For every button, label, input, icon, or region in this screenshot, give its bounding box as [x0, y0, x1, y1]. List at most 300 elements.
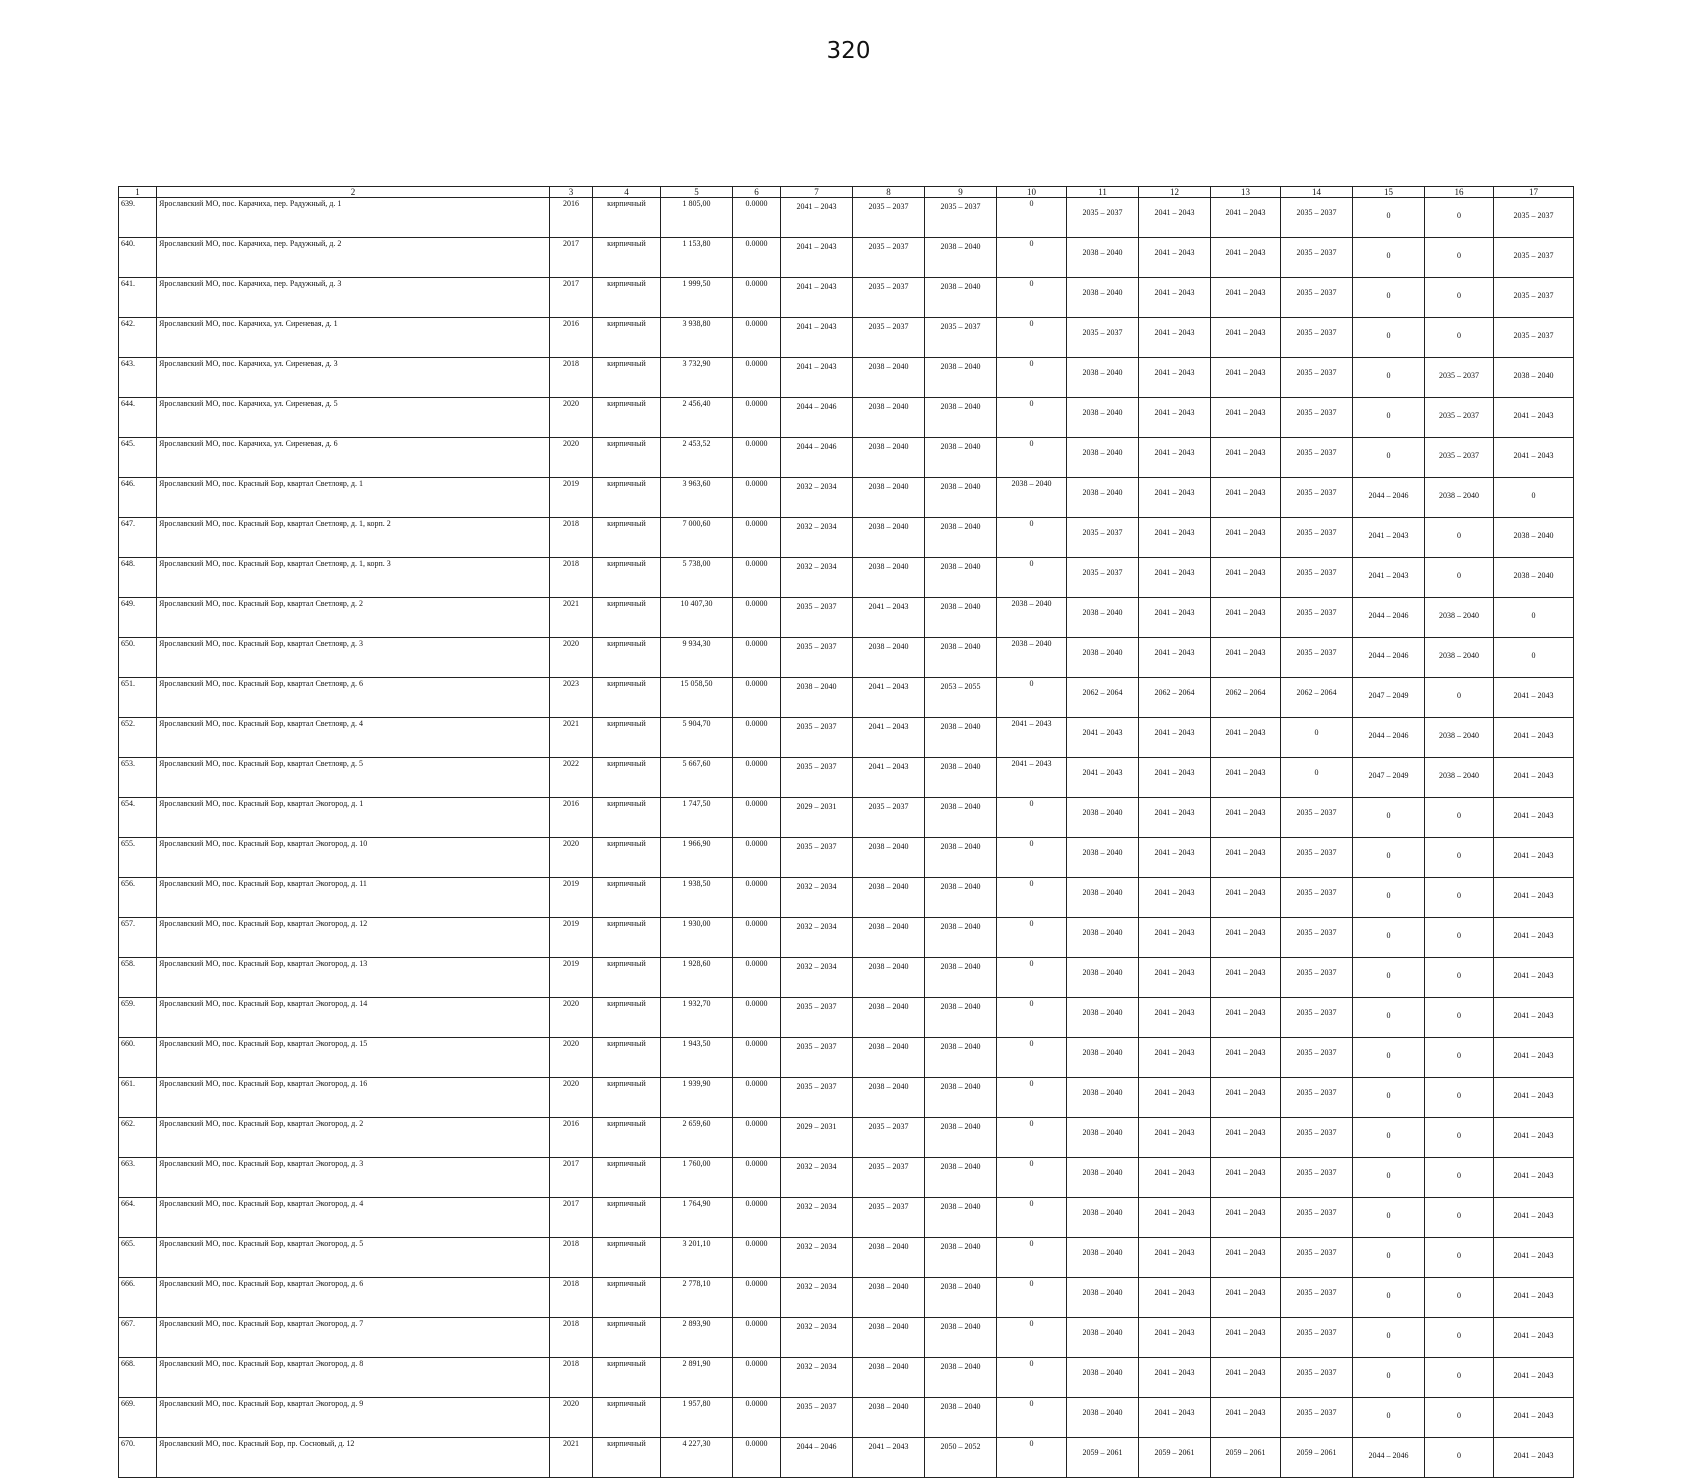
table-cell: 2038 – 2040 — [925, 718, 997, 758]
table-cell: 0 — [1281, 758, 1353, 798]
table-cell: 7 000,60 — [661, 518, 733, 558]
table-cell: 2038 – 2040 — [853, 478, 925, 518]
table-cell: 660. — [119, 1038, 157, 1078]
table-cell: Ярославский МО, пос. Карачиха, ул. Сиреневая, д. 1 — [157, 318, 550, 358]
table-cell: 0 — [997, 678, 1067, 718]
table-cell: Ярославский МО, пос. Карачиха, ул. Сиреневая, д. 5 — [157, 398, 550, 438]
table-cell: 0 — [1425, 518, 1494, 558]
table-cell: 0.0000 — [733, 398, 781, 438]
table-cell: кирпичный — [593, 1078, 661, 1118]
table-cell: Ярославский МО, пос. Красный Бор, квартал Экогород, д. 1 — [157, 798, 550, 838]
table-cell: 2038 – 2040 — [925, 758, 997, 798]
table-cell: 2017 — [550, 1198, 593, 1238]
table-cell: 2032 – 2034 — [781, 878, 853, 918]
table-cell: 0 — [997, 958, 1067, 998]
table-cell: 1 938,50 — [661, 878, 733, 918]
table-cell: 2041 – 2043 — [1139, 1358, 1211, 1398]
table-cell: 0.0000 — [733, 798, 781, 838]
table-cell: 2041 – 2043 — [1494, 1198, 1574, 1238]
table-cell: 2038 – 2040 — [1425, 638, 1494, 678]
table-cell: 1 957,80 — [661, 1398, 733, 1438]
table-cell: 2035 – 2037 — [1281, 558, 1353, 598]
table-cell: 0.0000 — [733, 758, 781, 798]
table-cell: 2035 – 2037 — [1067, 198, 1139, 238]
table-cell: Ярославский МО, пос. Красный Бор, квартал Светлояр, д. 4 — [157, 718, 550, 758]
table-cell: 2044 – 2046 — [781, 398, 853, 438]
table-cell: 2038 – 2040 — [1067, 1078, 1139, 1118]
table-cell: кирпичный — [593, 478, 661, 518]
table-cell: 2047 – 2049 — [1353, 678, 1425, 718]
table-cell: 2038 – 2040 — [925, 638, 997, 678]
table-cell: 2044 – 2046 — [781, 438, 853, 478]
table-cell: 0 — [1425, 1358, 1494, 1398]
table-cell: 0.0000 — [733, 638, 781, 678]
table-cell: 2038 – 2040 — [925, 998, 997, 1038]
table-cell: кирпичный — [593, 838, 661, 878]
table-cell: 2041 – 2043 — [853, 1438, 925, 1478]
table-cell: 2035 – 2037 — [1281, 238, 1353, 278]
table-cell: 2035 – 2037 — [1425, 438, 1494, 478]
table-cell: 2059 – 2061 — [1067, 1438, 1139, 1478]
table-cell: 0 — [1353, 878, 1425, 918]
table-cell: 2035 – 2037 — [781, 638, 853, 678]
table-cell: 0 — [997, 1078, 1067, 1118]
table-cell: 0 — [997, 878, 1067, 918]
table-cell: 2038 – 2040 — [925, 1278, 997, 1318]
table-row — [119, 1198, 1574, 1238]
table-cell: 2018 — [550, 358, 593, 398]
table-cell: 653. — [119, 758, 157, 798]
table-cell: 2038 – 2040 — [1067, 1038, 1139, 1078]
table-cell: 2017 — [550, 278, 593, 318]
table-cell: 2044 – 2046 — [781, 1438, 853, 1478]
table-cell: 2041 – 2043 — [997, 758, 1067, 798]
table-cell: 652. — [119, 718, 157, 758]
table-cell: 0 — [1494, 598, 1574, 638]
table-cell: 2038 – 2040 — [1067, 278, 1139, 318]
table-cell: 2038 – 2040 — [853, 878, 925, 918]
table-cell: 2035 – 2037 — [1494, 198, 1574, 238]
table-cell: кирпичный — [593, 1278, 661, 1318]
table-cell: 0 — [1425, 1278, 1494, 1318]
table-cell: 2035 – 2037 — [781, 758, 853, 798]
table-cell: 2038 – 2040 — [1067, 1198, 1139, 1238]
table-cell: 0 — [1353, 198, 1425, 238]
table-cell: 2021 — [550, 718, 593, 758]
table-cell: 2035 – 2037 — [1281, 358, 1353, 398]
table-cell: 2032 – 2034 — [781, 1198, 853, 1238]
table-cell: 2041 – 2043 — [1139, 278, 1211, 318]
table-cell: 0 — [1494, 478, 1574, 518]
table-cell: 2038 – 2040 — [997, 478, 1067, 518]
column-header-17: 17 — [1494, 187, 1574, 198]
table-cell: 2022 — [550, 758, 593, 798]
table-row — [119, 238, 1574, 278]
table-cell: 2035 – 2037 — [853, 1118, 925, 1158]
table-row — [119, 278, 1574, 318]
table-cell: 1 932,70 — [661, 998, 733, 1038]
table-cell: 2041 – 2043 — [1139, 998, 1211, 1038]
table-cell: 3 963,60 — [661, 478, 733, 518]
table-cell: 2038 – 2040 — [1067, 918, 1139, 958]
table-cell: 2041 – 2043 — [1139, 1238, 1211, 1278]
table-cell: Ярославский МО, пос. Красный Бор, квартал Светлояр, д. 2 — [157, 598, 550, 638]
table-cell: 2016 — [550, 198, 593, 238]
table-cell: 2041 – 2043 — [1211, 718, 1281, 758]
table-cell: 10 407,30 — [661, 598, 733, 638]
table-cell: 0.0000 — [733, 598, 781, 638]
table-cell: кирпичный — [593, 758, 661, 798]
table-cell: 2035 – 2037 — [781, 838, 853, 878]
table-cell: 0 — [997, 558, 1067, 598]
table-cell: 2062 – 2064 — [1067, 678, 1139, 718]
table-cell: 2041 – 2043 — [1494, 798, 1574, 838]
table-cell: 639. — [119, 198, 157, 238]
table-cell: 2038 – 2040 — [925, 518, 997, 558]
column-header-3: 3 — [550, 187, 593, 198]
table-cell: 2041 – 2043 — [1211, 998, 1281, 1038]
table-cell: 2041 – 2043 — [997, 718, 1067, 758]
table-cell: 0 — [997, 318, 1067, 358]
table-cell: 0 — [1425, 1398, 1494, 1438]
table-cell: 2038 – 2040 — [1067, 1118, 1139, 1158]
table-cell: 2062 – 2064 — [1139, 678, 1211, 718]
table-cell: 0 — [997, 1118, 1067, 1158]
table-cell: 2059 – 2061 — [1211, 1438, 1281, 1478]
table-cell: 0 — [1353, 798, 1425, 838]
table-row — [119, 478, 1574, 518]
table-cell: 2038 – 2040 — [925, 278, 997, 318]
table-cell: 2053 – 2055 — [925, 678, 997, 718]
table-cell: 663. — [119, 1158, 157, 1198]
table-cell: 2041 – 2043 — [1139, 798, 1211, 838]
table-cell: 2041 – 2043 — [1139, 478, 1211, 518]
table-row — [119, 878, 1574, 918]
table-cell: 2029 – 2031 — [781, 798, 853, 838]
table-cell: 643. — [119, 358, 157, 398]
column-header-5: 5 — [661, 187, 733, 198]
table-cell: 2035 – 2037 — [781, 1398, 853, 1438]
table-cell: 0 — [1425, 1038, 1494, 1078]
table-cell: 2035 – 2037 — [1425, 398, 1494, 438]
table-cell: 2 456,40 — [661, 398, 733, 438]
table-cell: 2017 — [550, 238, 593, 278]
table-cell: кирпичный — [593, 518, 661, 558]
table-cell: 0 — [997, 1438, 1067, 1478]
table-cell: Ярославский МО, пос. Красный Бор, квартал Экогород, д. 4 — [157, 1198, 550, 1238]
table-cell: 0.0000 — [733, 1038, 781, 1078]
table-cell: 2041 – 2043 — [1494, 998, 1574, 1038]
table-cell: Ярославский МО, пос. Карачиха, пер. Радужный, д. 1 — [157, 198, 550, 238]
table-cell: 0 — [1494, 638, 1574, 678]
table-cell: 2041 – 2043 — [781, 238, 853, 278]
table-cell: кирпичный — [593, 198, 661, 238]
table-cell: 2041 – 2043 — [1139, 638, 1211, 678]
table-cell: 2020 — [550, 438, 593, 478]
table-cell: 2035 – 2037 — [853, 1158, 925, 1198]
table-cell: 2032 – 2034 — [781, 558, 853, 598]
table-cell: 0.0000 — [733, 478, 781, 518]
table-row — [119, 998, 1574, 1038]
table-cell: Ярославский МО, пос. Красный Бор, квартал Экогород, д. 12 — [157, 918, 550, 958]
table-cell: 2038 – 2040 — [853, 358, 925, 398]
table-row — [119, 1278, 1574, 1318]
table-cell: 0 — [1353, 1038, 1425, 1078]
table-cell: 2020 — [550, 1078, 593, 1118]
table-cell: 2035 – 2037 — [1067, 518, 1139, 558]
table-cell: 3 732,90 — [661, 358, 733, 398]
table-cell: 1 928,60 — [661, 958, 733, 998]
table-cell: 645. — [119, 438, 157, 478]
table-cell: кирпичный — [593, 1318, 661, 1358]
table-cell: 2016 — [550, 1118, 593, 1158]
table-cell: 0 — [997, 1398, 1067, 1438]
table-cell: 0.0000 — [733, 558, 781, 598]
table-cell: 2023 — [550, 678, 593, 718]
table-cell: 2035 – 2037 — [1281, 1078, 1353, 1118]
table-cell: 2041 – 2043 — [1211, 1038, 1281, 1078]
table-cell: 2038 – 2040 — [1425, 478, 1494, 518]
table-cell: 1 966,90 — [661, 838, 733, 878]
table-cell: 2038 – 2040 — [853, 1278, 925, 1318]
table-cell: 2038 – 2040 — [925, 1038, 997, 1078]
table-cell: 2041 – 2043 — [1211, 598, 1281, 638]
table-cell: 0.0000 — [733, 278, 781, 318]
table-cell: 2035 – 2037 — [1281, 1358, 1353, 1398]
table-cell: 2041 – 2043 — [1067, 718, 1139, 758]
table-cell: 2020 — [550, 1398, 593, 1438]
table-cell: 2041 – 2043 — [853, 718, 925, 758]
table-cell: 0.0000 — [733, 1278, 781, 1318]
table-cell: 0.0000 — [733, 1118, 781, 1158]
table-cell: кирпичный — [593, 958, 661, 998]
table-cell: 0 — [1353, 1078, 1425, 1118]
table-cell: 0 — [997, 838, 1067, 878]
table-cell: 2041 – 2043 — [1211, 958, 1281, 998]
table-cell: кирпичный — [593, 278, 661, 318]
table-cell: 2035 – 2037 — [1494, 278, 1574, 318]
table-cell: 0.0000 — [733, 518, 781, 558]
table-cell: 2041 – 2043 — [1494, 878, 1574, 918]
table-cell: 2041 – 2043 — [1139, 718, 1211, 758]
table-cell: 0 — [1353, 1118, 1425, 1158]
table-cell: 2038 – 2040 — [1067, 358, 1139, 398]
column-header-16: 16 — [1425, 187, 1494, 198]
table-cell: кирпичный — [593, 1438, 661, 1478]
table-cell: Ярославский МО, пос. Карачиха, ул. Сиреневая, д. 6 — [157, 438, 550, 478]
table-cell: 0 — [997, 1198, 1067, 1238]
table-cell: 2038 – 2040 — [1067, 1318, 1139, 1358]
table-cell: 0 — [1425, 878, 1494, 918]
table-cell: Ярославский МО, пос. Красный Бор, квартал Экогород, д. 2 — [157, 1118, 550, 1158]
table-cell: 2041 – 2043 — [1211, 1118, 1281, 1158]
table-cell: 2041 – 2043 — [1139, 1398, 1211, 1438]
table-cell: 0 — [1425, 1158, 1494, 1198]
table-cell: 2038 – 2040 — [1425, 718, 1494, 758]
table-cell: 2038 – 2040 — [781, 678, 853, 718]
table-cell: 2041 – 2043 — [1211, 758, 1281, 798]
table-cell: 2038 – 2040 — [1494, 558, 1574, 598]
table-cell: 2041 – 2043 — [1211, 918, 1281, 958]
table-cell: кирпичный — [593, 1358, 661, 1398]
table-cell: 2032 – 2034 — [781, 958, 853, 998]
page-number: 320 — [826, 38, 871, 64]
table-cell: 0 — [1353, 958, 1425, 998]
table-cell: 0 — [1425, 1198, 1494, 1238]
table-cell: 0.0000 — [733, 1238, 781, 1278]
table-cell: 2041 – 2043 — [1211, 878, 1281, 918]
table-cell: 659. — [119, 998, 157, 1038]
table-cell: 0 — [997, 238, 1067, 278]
table-cell: 2018 — [550, 1358, 593, 1398]
table-cell: 2035 – 2037 — [1494, 318, 1574, 358]
table-cell: 0 — [1353, 1398, 1425, 1438]
table-cell: 2035 – 2037 — [1281, 478, 1353, 518]
table-cell: 670. — [119, 1438, 157, 1478]
table-cell: 0 — [1425, 918, 1494, 958]
table-cell: 0.0000 — [733, 958, 781, 998]
table-cell: 2041 – 2043 — [1494, 1078, 1574, 1118]
table-cell: 644. — [119, 398, 157, 438]
table-cell: 2038 – 2040 — [1067, 1158, 1139, 1198]
table-cell: 2038 – 2040 — [925, 1158, 997, 1198]
table-cell: 2041 – 2043 — [1139, 238, 1211, 278]
table-cell: 2041 – 2043 — [1139, 1038, 1211, 1078]
table-cell: кирпичный — [593, 998, 661, 1038]
table-cell: 2041 – 2043 — [1139, 878, 1211, 918]
table-cell: 0 — [1425, 238, 1494, 278]
table-cell: 2035 – 2037 — [1067, 318, 1139, 358]
table-cell: 2038 – 2040 — [853, 918, 925, 958]
table-cell: 2041 – 2043 — [1139, 1278, 1211, 1318]
table-cell: 669. — [119, 1398, 157, 1438]
table-cell: Ярославский МО, пос. Карачиха, пер. Радужный, д. 3 — [157, 278, 550, 318]
table-cell: 2038 – 2040 — [853, 998, 925, 1038]
table-row — [119, 1238, 1574, 1278]
table-cell: 1 930,00 — [661, 918, 733, 958]
table-cell: 2038 – 2040 — [1067, 438, 1139, 478]
table-cell: 2020 — [550, 838, 593, 878]
table-cell: Ярославский МО, пос. Красный Бор, квартал Экогород, д. 16 — [157, 1078, 550, 1118]
table-cell: 2 453,52 — [661, 438, 733, 478]
table-cell: 0 — [1425, 1078, 1494, 1118]
table-cell: 2019 — [550, 918, 593, 958]
table-row — [119, 398, 1574, 438]
table-cell: 2035 – 2037 — [1281, 638, 1353, 678]
table-cell: 2035 – 2037 — [1281, 1238, 1353, 1278]
table-row — [119, 798, 1574, 838]
table-cell: 2020 — [550, 398, 593, 438]
table-cell: 2044 – 2046 — [1353, 1438, 1425, 1478]
table-cell: 2038 – 2040 — [925, 438, 997, 478]
table-cell: 0.0000 — [733, 878, 781, 918]
table-cell: 2050 – 2052 — [925, 1438, 997, 1478]
table-cell: 2041 – 2043 — [853, 598, 925, 638]
table-cell: 2038 – 2040 — [1067, 1238, 1139, 1278]
table-cell: 0 — [997, 198, 1067, 238]
table-cell: 2038 – 2040 — [925, 1238, 997, 1278]
housing-table — [118, 186, 1574, 1478]
table-cell: Ярославский МО, пос. Карачиха, ул. Сиреневая, д. 3 — [157, 358, 550, 398]
table-cell: кирпичный — [593, 1398, 661, 1438]
table-row — [119, 1358, 1574, 1398]
table-cell: 2041 – 2043 — [1139, 838, 1211, 878]
table-cell: 0 — [1353, 838, 1425, 878]
table-cell: 2041 – 2043 — [1211, 638, 1281, 678]
table-cell: 2035 – 2037 — [781, 1078, 853, 1118]
table-cell: 2041 – 2043 — [1494, 838, 1574, 878]
table-cell: 2016 — [550, 798, 593, 838]
table-cell: 1 764,90 — [661, 1198, 733, 1238]
table-cell: 2038 – 2040 — [853, 518, 925, 558]
table-cell: 2032 – 2034 — [781, 1318, 853, 1358]
table-cell: 2035 – 2037 — [853, 1198, 925, 1238]
table-cell: 2038 – 2040 — [853, 638, 925, 678]
table-cell: 2041 – 2043 — [1139, 1078, 1211, 1118]
table-cell: кирпичный — [593, 398, 661, 438]
table-cell: 2035 – 2037 — [925, 198, 997, 238]
table-row — [119, 1438, 1574, 1478]
table-cell: 2041 – 2043 — [1211, 1358, 1281, 1398]
table-cell: 646. — [119, 478, 157, 518]
table-cell: 2041 – 2043 — [1139, 598, 1211, 638]
table-cell: 648. — [119, 558, 157, 598]
table-cell: 2035 – 2037 — [1494, 238, 1574, 278]
table-cell: 2035 – 2037 — [853, 318, 925, 358]
table-cell: 2041 – 2043 — [1139, 1118, 1211, 1158]
table-cell: 0 — [997, 438, 1067, 478]
table-cell: 0.0000 — [733, 238, 781, 278]
table-cell: 657. — [119, 918, 157, 958]
table-cell: кирпичный — [593, 318, 661, 358]
table-cell: 2038 – 2040 — [925, 878, 997, 918]
table-cell: 2029 – 2031 — [781, 1118, 853, 1158]
table-cell: кирпичный — [593, 358, 661, 398]
table-cell: 2041 – 2043 — [853, 678, 925, 718]
table-cell: 0.0000 — [733, 838, 781, 878]
table-row — [119, 1038, 1574, 1078]
table-cell: 2041 – 2043 — [1494, 958, 1574, 998]
table-cell: 2018 — [550, 1278, 593, 1318]
table-cell: 2021 — [550, 1438, 593, 1478]
table-row — [119, 1398, 1574, 1438]
table-cell: 2032 – 2034 — [781, 1278, 853, 1318]
table-cell: 2032 – 2034 — [781, 918, 853, 958]
table-cell: 2041 – 2043 — [1139, 398, 1211, 438]
table-cell: 2041 – 2043 — [781, 318, 853, 358]
table-cell: 0 — [1425, 1118, 1494, 1158]
table-cell: 640. — [119, 238, 157, 278]
table-cell: 2035 – 2037 — [1281, 998, 1353, 1038]
table-cell: 2041 – 2043 — [1211, 1198, 1281, 1238]
table-cell: 0 — [997, 1038, 1067, 1078]
table-row — [119, 1318, 1574, 1358]
table-cell: 2038 – 2040 — [925, 1398, 997, 1438]
table-cell: 0.0000 — [733, 438, 781, 478]
table-cell: 2041 – 2043 — [1211, 478, 1281, 518]
table-cell: 2041 – 2043 — [781, 198, 853, 238]
table-cell: 1 805,00 — [661, 198, 733, 238]
table-cell: 2038 – 2040 — [925, 558, 997, 598]
table-cell: 0 — [1353, 1198, 1425, 1238]
table-cell: 0 — [1425, 558, 1494, 598]
table-cell: 0 — [997, 398, 1067, 438]
table-cell: 0 — [1353, 918, 1425, 958]
table-cell: 665. — [119, 1238, 157, 1278]
table-cell: 2041 – 2043 — [1211, 358, 1281, 398]
table-cell: 0.0000 — [733, 358, 781, 398]
table-row — [119, 1118, 1574, 1158]
